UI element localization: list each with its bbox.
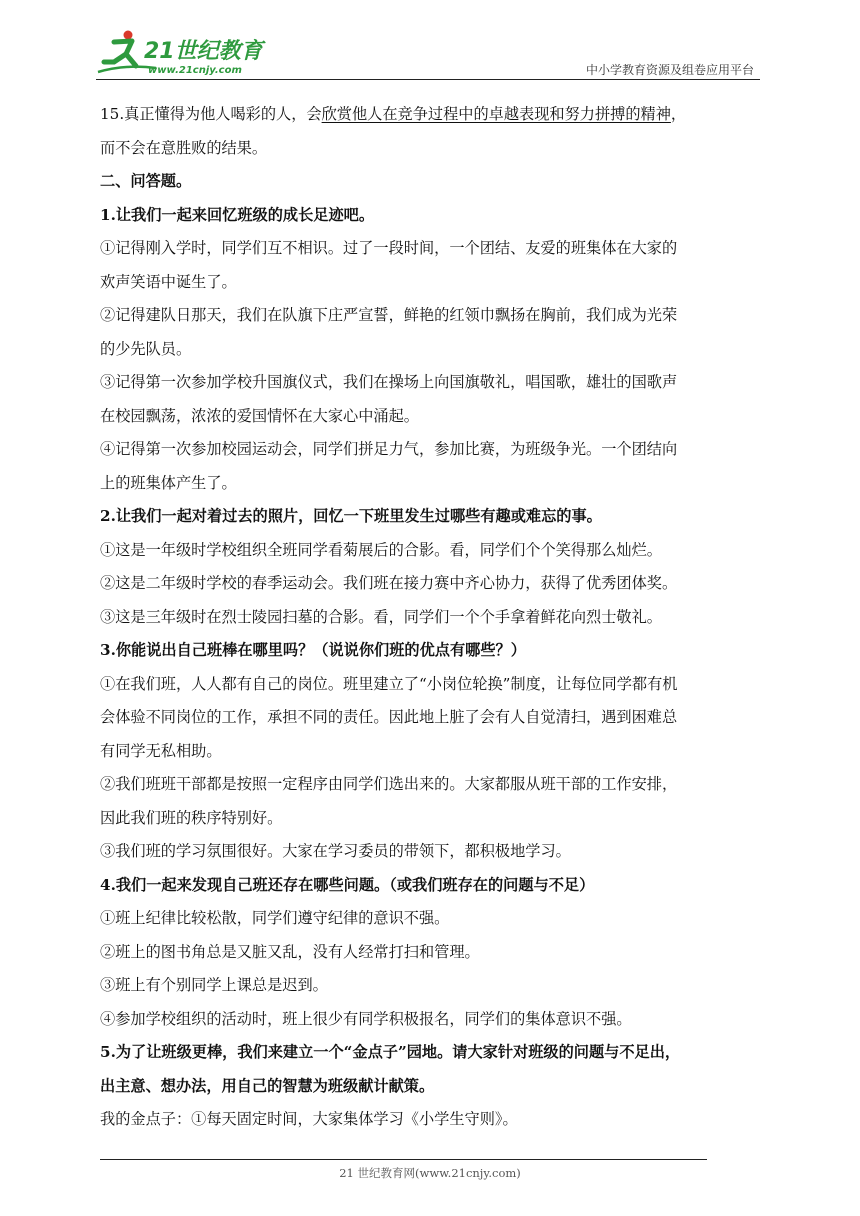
q5-answer-1: 我的金点子：①每天固定时间，大家集体学习《小学生守则》。 bbox=[100, 1110, 518, 1128]
question-4: 4.我们一起来发现自己班还存在哪些问题。（或我们班存在的问题与不足） bbox=[100, 875, 595, 894]
page-footer: 21 世纪教育网(www.21cnjy.com) bbox=[339, 1166, 521, 1180]
q2-answer-2: ②这是二年级时学校的春季运动会。我们班在接力赛中齐心协力，获得了优秀团体奖。 bbox=[100, 574, 678, 592]
q3-answer-2a: ②我们班班干部都是按照一定程序由同学们选出来的。大家都服从班干部的工作安排， bbox=[100, 775, 678, 793]
q1-answer-2b: 的少先队员。 bbox=[100, 339, 192, 358]
q1-answer-4a: ④记得第一次参加校园运动会，同学们拼足力气，参加比赛，为班级争光。一个团结向 bbox=[100, 440, 678, 458]
q3-answer-1b: 会体验不同岗位的工作，承担不同的责任。因此地上脏了会有人自觉清扫，遇到困难总 bbox=[100, 708, 678, 726]
item-15-text: 15.真正懂得为他人喝彩的人，会 bbox=[100, 105, 322, 123]
question-5a: 5.为了让班级更棒，我们来建立一个“金点子”园地。请大家针对班级的问题与不足出， bbox=[100, 1043, 681, 1061]
q1-answer-1a: ①记得刚入学时，同学们互不相识。过了一段时间，一个团结、友爱的班集体在大家的 bbox=[100, 239, 678, 257]
q4-answer-3: ③班上有个别同学上课总是迟到。 bbox=[100, 976, 328, 994]
question-5b: 出主意、想办法，用自己的智慧为班级献计献策。 bbox=[100, 1076, 435, 1095]
item-15-cont: 而不会在意胜败的结果。 bbox=[100, 138, 268, 157]
q3-answer-3: ③我们班的学习氛围很好。大家在学习委员的带领下，都积极地学习。 bbox=[100, 842, 571, 860]
item-15-comma: ， bbox=[670, 105, 687, 123]
question-2: 2.让我们一起对着过去的照片，回忆一下班里发生过哪些有趣或难忘的事。 bbox=[100, 507, 602, 525]
q1-answer-1b: 欢声笑语中诞生了。 bbox=[100, 272, 237, 291]
q2-answer-1: ①这是一年级时学校组织全班同学看菊展后的合影。看，同学们个个笑得那么灿烂。 bbox=[100, 540, 662, 559]
logo-url: www.21cnjy.com bbox=[148, 65, 242, 76]
page-header bbox=[96, 28, 760, 80]
q3-answer-2b: 因此我们班的秩序特别好。 bbox=[100, 808, 283, 827]
q4-answer-1: ①班上纪律比较松散，同学们遵守纪律的意识不强。 bbox=[100, 909, 450, 927]
section-heading: 二、问答题。 bbox=[100, 172, 192, 190]
question-3: 3.你能说出自己班棒在哪里吗？（说说你们班的优点有哪些？） bbox=[100, 641, 526, 659]
q1-answer-3a: ③记得第一次参加学校升国旗仪式，我们在操场上向国旗敬礼，唱国歌，雄壮的国歌声 bbox=[100, 373, 678, 391]
header-divider bbox=[96, 79, 760, 80]
question-1: 1.让我们一起来回忆班级的成长足迹吧。 bbox=[100, 205, 375, 224]
platform-name: 中小学教育资源及组卷应用平台 bbox=[585, 63, 754, 77]
q1-answer-2a: ②记得建队日那天，我们在队旗下庄严宣誓，鲜艳的红领巾飘扬在胸前，我们成为光荣 bbox=[100, 306, 678, 324]
q3-answer-1c: 有同学无私相助。 bbox=[100, 741, 222, 760]
q4-answer-2: ②班上的图书角总是又脏又乱，没有人经常打扫和管理。 bbox=[100, 942, 480, 961]
item-15 bbox=[100, 98, 762, 132]
q1-answer-4b: 上的班集体产生了。 bbox=[100, 473, 237, 492]
footer-divider bbox=[100, 1159, 707, 1160]
q2-answer-3: ③这是三年级时在烈士陵园扫墓的合影。看，同学们一个个手拿着鲜花向烈士敬礼。 bbox=[100, 607, 662, 626]
document-body bbox=[100, 98, 762, 1137]
logo bbox=[96, 28, 266, 78]
q1-answer-3b: 在校园飘荡，浓浓的爱国情怀在大家心中涌起。 bbox=[100, 406, 419, 425]
item-15-answer: 欣赏他人在竞争过程中的卓越表现和努力拼搏的精神 bbox=[321, 105, 671, 123]
logo-text: 21世纪教育 bbox=[144, 39, 263, 64]
q4-answer-4: ④参加学校组织的活动时，班上很少有同学积极报名，同学们的集体意识不强。 bbox=[100, 1009, 632, 1028]
q3-answer-1a: ①在我们班，人人都有自己的岗位。班里建立了“小岗位轮换”制度，让每位同学都有机 bbox=[100, 674, 678, 693]
